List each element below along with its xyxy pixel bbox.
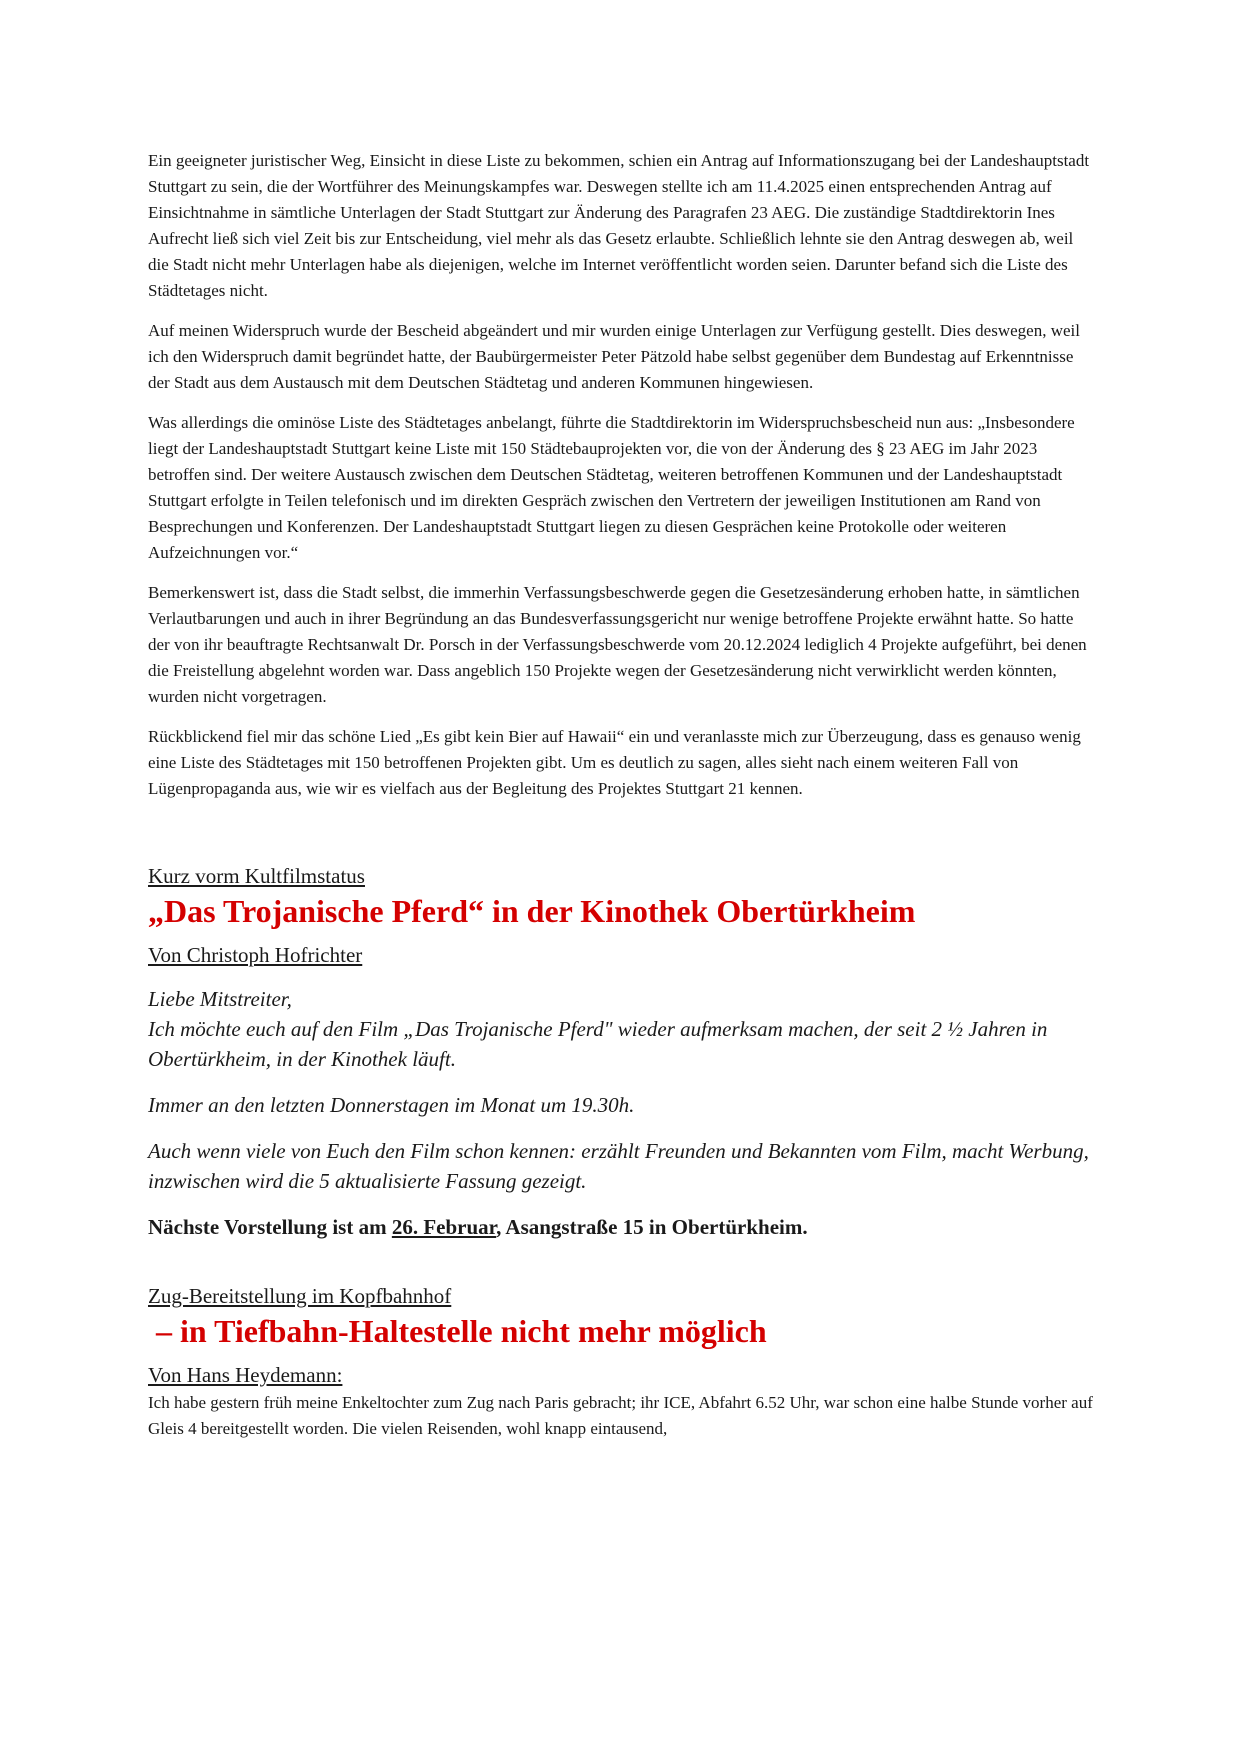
paragraph: Ich habe gestern früh meine Enkeltochter zum Zug nach Paris gebracht; ihr ICE, Abfahrt 6.52 Uhr, war schon eine halbe Stunde vorher auf Gleis 4 bereitgestellt worden. Die vielen Reisenden, wohl knapp eintausend, <box>148 1393 1093 1438</box>
paragraph: Ein geeigneter juristischer Weg, Einsicht in diese Liste zu bekommen, schien ein Antrag auf Informationszugang bei der Landeshauptstadt Stuttgart zu sein, die der Wortführer des Meinungskampfes war. Deswegen stellte ich am 11.4.2025 einen entsprechenden Antrag auf Einsichtnahme in sämtliche Unterlagen der Stadt Stuttgart zur Änderung des Paragrafen 23 AEG. Die zuständige Stadtdirektorin Ines Aufrecht ließ sich viel Zeit bis zur Entscheidung, viel mehr als das Gesetz erlaubte. Schließlich lehnte sie den Antrag deswegen ab, weil die Stadt nicht mehr Unterlagen habe als diejenigen, welche im Internet veröffentlicht worden seien. Darunter befand sich die Liste des Städtetages nicht. <box>148 151 1090 300</box>
article-liste-staedtetag <box>148 148 1098 802</box>
paragraph: Rückblickend fiel mir das schöne Lied „Es gibt kein Bier auf Hawaii“ ein und veranlasste mich zur Überzeugung, dass es genauso wenig eine Liste des Städtetages mit 150 betroffenen Projekten gibt. Um es deutlich zu sagen, alles sieht nach einem weiteren Fall von Lügenpropaganda aus, wie wir es vielfach aus der Begleitung des Projektes Stuttgart 21 kennen. <box>148 727 1081 798</box>
italic-paragraph: Liebe Mitstreiter, <box>148 987 292 1011</box>
article-headline: „Das Trojanische Pferd“ in der Kinothek Obertürkheim <box>148 893 916 929</box>
section-gap <box>148 1242 1098 1282</box>
paragraph: Auf meinen Widerspruch wurde der Bescheid abgeändert und mir wurden einige Unterlagen zur Verfügung gestellt. Dies deswegen, weil ich den Widerspruch damit begründet hatte, der Baubürgermeister Peter Pätzold habe selbst gegenüber dem Bundestag auf Erkenntnisse der Stadt aus dem Austausch mit dem Deutschen Städtetag und anderen Kommunen hingewiesen. <box>148 321 1080 392</box>
next-show-line <box>148 1212 1098 1242</box>
next-show-prefix: Nächste Vorstellung ist am <box>148 1215 392 1239</box>
article-kicker: Zug-Bereitstellung im Kopfbahnhof <box>148 1284 452 1308</box>
article-byline: Von Hans Heydemann: <box>148 1363 343 1387</box>
article-headline: – in Tiefbahn-Haltestelle nicht mehr möglich <box>148 1313 767 1349</box>
italic-paragraph: Immer an den letzten Donnerstagen im Monat um 19.30h. <box>148 1093 635 1117</box>
section-gap <box>148 816 1098 862</box>
italic-paragraph: Ich möchte euch auf den Film „Das Trojanische Pferd" wieder aufmerksam machen, der seit 2 ½ Jahren in Obertürkheim, in der Kinothek läuft. <box>148 1017 1048 1071</box>
italic-paragraph: Auch wenn viele von Euch den Film schon kennen: erzählt Freunden und Bekannten vom Film, macht Werbung, inzwischen wird die 5 aktualisierte Fassung gezeigt. <box>148 1139 1089 1193</box>
article-byline: Von Christoph Hofrichter <box>148 943 363 967</box>
paragraph: Bemerkenswert ist, dass die Stadt selbst, die immerhin Verfassungsbeschwerde gegen die Gesetzesänderung erhoben hatte, in sämtlichen Verlautbarungen und auch in ihrer Begründung an das Bundesverfassungsgericht nur wenige betroffene Projekte erwähnt hatte. So hatte der von ihr beauftragte Rechtsanwalt Dr. Porsch in der Verfassungsbeschwerde vom 20.12.2024 lediglich 4 Projekte aufgeführt, bei denen die Freistellung abgelehnt worden war. Dass angeblich 150 Projekte wegen der Gesetzesänderung nicht verwirklicht werden könnten, wurden nicht vorgetragen. <box>148 583 1087 706</box>
article-kicker: Kurz vorm Kultfilmstatus <box>148 864 365 888</box>
next-show-date: 26. Februar <box>391 1215 497 1239</box>
paragraph: Was allerdings die ominöse Liste des Städtetages anbelangt, führte die Stadtdirektorin im Widerspruchsbescheid nun aus: „Insbesondere liegt der Landeshauptstadt Stuttgart keine Liste mit 150 Städtebauprojekten vor, die von der Änderung des § 23 AEG im Jahr 2023 betroffen sind. Der weitere Austausch zwischen dem Deutschen Städtetag, weiteren betroffenen Kommunen und der Landeshauptstadt Stuttgart erfolgte in Teilen telefonisch und im direkten Gespräch zwischen den Vertretern der jeweiligen Institutionen am Rand von Besprechungen und Konferenzen. Der Landeshauptstadt Stuttgart liegen zu diesen Gesprächen keine Protokolle oder weiteren Aufzeichnungen vor.“ <box>148 413 1075 562</box>
article-trojanisches-pferd <box>148 862 1098 1242</box>
document-page <box>148 148 1098 1456</box>
next-show-suffix: , Asangstraße 15 in Obertürkheim. <box>496 1215 808 1239</box>
article-zug-bereitstellung <box>148 1282 1098 1442</box>
